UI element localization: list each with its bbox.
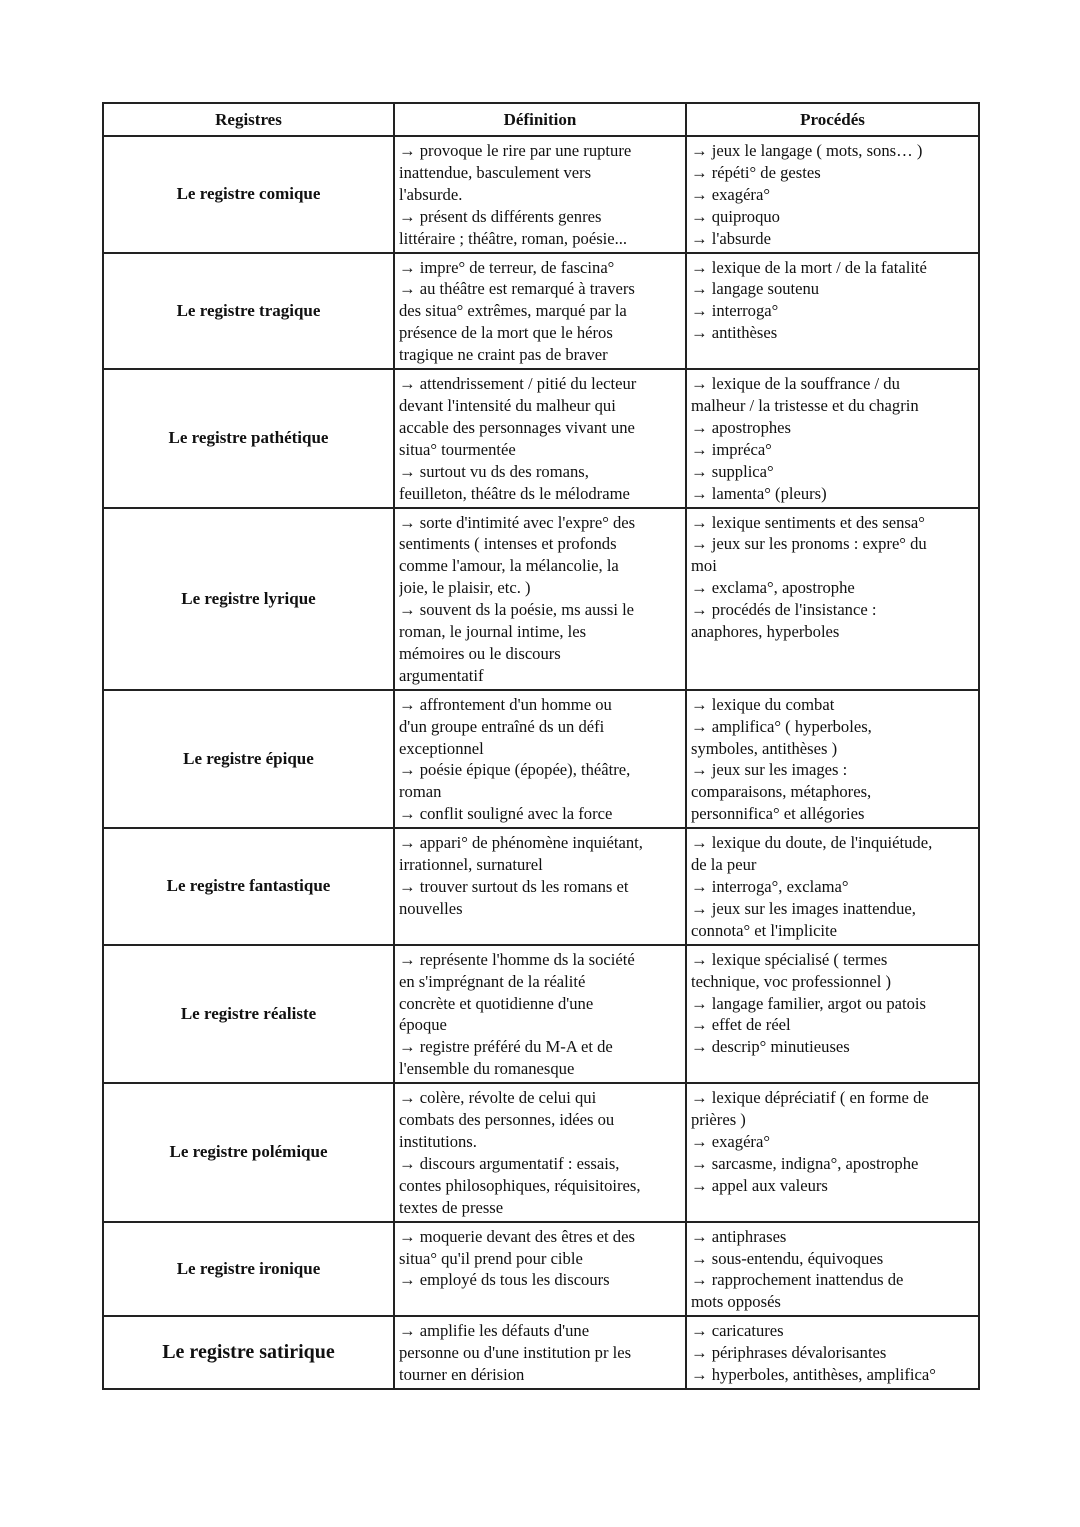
definition-line: argumentatif bbox=[399, 665, 484, 685]
definition-line: joie, le plaisir, etc. ) bbox=[399, 578, 531, 598]
procede-line: → lexique de la mort / de la fatalité bbox=[691, 257, 927, 277]
procede-line: → langage soutenu bbox=[691, 279, 820, 299]
definition-line: → colère, révolte de celui qui bbox=[399, 1088, 597, 1108]
procedes-cell bbox=[686, 1222, 979, 1317]
table-row bbox=[103, 1316, 979, 1389]
table-row bbox=[103, 1083, 979, 1221]
header-row bbox=[103, 103, 979, 136]
registre-name: Le registre tragique bbox=[103, 253, 394, 370]
procede-line: → quiproquo bbox=[691, 206, 780, 226]
procede-line: → lexique spécialisé ( termes bbox=[691, 949, 888, 969]
definition-line: exceptionnel bbox=[399, 738, 484, 758]
procede-line: → lexique de la souffrance / du bbox=[691, 374, 900, 394]
table-row bbox=[103, 945, 979, 1083]
procede-line: prières ) bbox=[691, 1110, 746, 1130]
definition-line: situa° tourmentée bbox=[399, 439, 516, 459]
definition-cell bbox=[394, 253, 686, 370]
definition-line: présence de la mort que le héros bbox=[399, 323, 613, 343]
procedes-cell bbox=[686, 945, 979, 1083]
procede-line: symboles, antithèses ) bbox=[691, 738, 838, 758]
definition-line: l'absurde. bbox=[399, 184, 463, 204]
definition-line: personne ou d'une institution pr les bbox=[399, 1343, 632, 1363]
header-registres: Registres bbox=[103, 103, 394, 136]
definition-line: → présent ds différents genres bbox=[399, 206, 602, 226]
registre-name: Le registre réaliste bbox=[103, 945, 394, 1083]
procede-line: → jeux sur les images : bbox=[691, 760, 848, 780]
definition-line: tourner en dérision bbox=[399, 1365, 525, 1385]
definition-cell bbox=[394, 369, 686, 507]
procede-line: → descrip° minutieuses bbox=[691, 1037, 850, 1057]
procede-line: anaphores, hyperboles bbox=[691, 622, 840, 642]
definition-line: → affrontement d'un homme ou bbox=[399, 694, 612, 714]
definition-line: sentiments ( intenses et profonds bbox=[399, 534, 617, 554]
definition-line: textes de presse bbox=[399, 1197, 504, 1217]
procede-line: → impréca° bbox=[691, 439, 772, 459]
definition-line: inattendue, basculement vers bbox=[399, 162, 592, 182]
procede-line: comparaisons, métaphores, bbox=[691, 782, 872, 802]
registre-name: Le registre ironique bbox=[103, 1222, 394, 1317]
definition-line: irrationnel, surnaturel bbox=[399, 855, 543, 875]
definition-line: combats des personnes, idées ou bbox=[399, 1110, 615, 1130]
definition-line: → impre° de terreur, de fascina° bbox=[399, 257, 615, 277]
definition-line: institutions. bbox=[399, 1131, 477, 1151]
definition-line: concrète et quotidienne d'une bbox=[399, 993, 594, 1013]
definition-cell bbox=[394, 1222, 686, 1317]
definition-line: feuilleton, théâtre ds le mélodrame bbox=[399, 483, 630, 503]
procede-line: → apostrophes bbox=[691, 417, 792, 437]
header-definition: Définition bbox=[394, 103, 686, 136]
definition-line: → représente l'homme ds la société bbox=[399, 949, 635, 969]
header-procedes: Procédés bbox=[686, 103, 979, 136]
procede-line: malheur / la tristesse et du chagrin bbox=[691, 395, 919, 415]
definition-line: d'un groupe entraîné ds un défi bbox=[399, 716, 605, 736]
definition-line: nouvelles bbox=[399, 898, 463, 918]
definition-line: accable des personnages vivant une bbox=[399, 417, 635, 437]
procede-line: → appel aux valeurs bbox=[691, 1175, 828, 1195]
procede-line: moi bbox=[691, 556, 717, 576]
definition-line: → souvent ds la poésie, ms aussi le bbox=[399, 600, 635, 620]
definition-line: → registre préféré du M-A et de bbox=[399, 1037, 613, 1057]
procedes-cell bbox=[686, 508, 979, 690]
procede-line: → hyperboles, antithèses, amplifica° bbox=[691, 1365, 936, 1385]
procede-line: → jeux sur les pronoms : expre° du bbox=[691, 534, 927, 554]
table-row bbox=[103, 1222, 979, 1317]
definition-cell bbox=[394, 1083, 686, 1221]
procede-line: → jeux sur les images inattendue, bbox=[691, 898, 916, 918]
procede-line: de la peur bbox=[691, 855, 757, 875]
definition-cell bbox=[394, 828, 686, 945]
procede-line: personnifica° et allégories bbox=[691, 804, 865, 824]
procede-line: → sous-entendu, équivoques bbox=[691, 1248, 884, 1268]
procedes-cell bbox=[686, 1083, 979, 1221]
registre-name: Le registre lyrique bbox=[103, 508, 394, 690]
procede-line: → exagéra° bbox=[691, 1131, 770, 1151]
registre-name: Le registre fantastique bbox=[103, 828, 394, 945]
definition-line: → appari° de phénomène inquiétant, bbox=[399, 833, 643, 853]
definition-line: → sorte d'intimité avec l'expre° des bbox=[399, 512, 636, 532]
procede-line: → antithèses bbox=[691, 323, 778, 343]
procede-line: → lamenta° (pleurs) bbox=[691, 483, 827, 503]
definition-line: devant l'intensité du malheur qui bbox=[399, 395, 616, 415]
definition-cell bbox=[394, 508, 686, 690]
definition-cell bbox=[394, 690, 686, 828]
procede-line: connota° et l'implicite bbox=[691, 920, 838, 940]
definition-line: situa° qu'il prend pour cible bbox=[399, 1248, 583, 1268]
procede-line: → lexique du doute, de l'inquiétude, bbox=[691, 833, 933, 853]
procede-line: → jeux le langage ( mots, sons… ) bbox=[691, 141, 923, 160]
procede-line: → exagéra° bbox=[691, 184, 770, 204]
definition-line: époque bbox=[399, 1015, 447, 1035]
procede-line: → interroga° bbox=[691, 301, 779, 321]
definition-cell bbox=[394, 136, 686, 253]
definition-line: roman, le journal intime, les bbox=[399, 622, 587, 642]
procede-line: → lexique du combat bbox=[691, 694, 835, 714]
procede-line: mots opposés bbox=[691, 1292, 781, 1312]
table-row bbox=[103, 253, 979, 370]
definition-cell bbox=[394, 945, 686, 1083]
definition-line: → discours argumentatif : essais, bbox=[399, 1153, 620, 1173]
table-row bbox=[103, 508, 979, 690]
definition-line: mémoires ou le discours bbox=[399, 643, 561, 663]
procede-line: → caricatures bbox=[691, 1321, 784, 1341]
registre-name: Le registre comique bbox=[103, 136, 394, 253]
definition-line: des situa° extrêmes, marqué par la bbox=[399, 301, 627, 321]
procede-line: → procédés de l'insistance : bbox=[691, 600, 877, 620]
definition-line: → amplifie les défauts d'une bbox=[399, 1321, 590, 1341]
table-row bbox=[103, 369, 979, 507]
definition-line: tragique ne craint pas de braver bbox=[399, 345, 608, 365]
procede-line: → répéti° de gestes bbox=[691, 162, 821, 182]
definition-line: → poésie épique (épopée), théâtre, bbox=[399, 760, 631, 780]
registre-name: Le registre épique bbox=[103, 690, 394, 828]
definition-line: → trouver surtout ds les romans et bbox=[399, 877, 629, 896]
procede-line: → rapprochement inattendus de bbox=[691, 1270, 904, 1290]
procedes-cell bbox=[686, 1316, 979, 1389]
procede-line: → périphrases dévalorisantes bbox=[691, 1343, 887, 1363]
table-row bbox=[103, 136, 979, 253]
definition-line: → provoque le rire par une rupture bbox=[399, 141, 632, 160]
definition-line: l'ensemble du romanesque bbox=[399, 1059, 575, 1079]
definition-line: → attendrissement / pitié du lecteur bbox=[399, 374, 637, 394]
definition-line: comme l'amour, la mélancolie, la bbox=[399, 556, 619, 576]
procedes-cell bbox=[686, 136, 979, 253]
procede-line: → exclama°, apostrophe bbox=[691, 578, 855, 598]
definition-line: contes philosophiques, réquisitoires, bbox=[399, 1175, 641, 1195]
procedes-cell bbox=[686, 253, 979, 370]
procede-line: → lexique sentiments et des sensa° bbox=[691, 512, 925, 532]
definition-line: → employé ds tous les discours bbox=[399, 1270, 610, 1290]
definition-line: littéraire ; théâtre, roman, poésie... bbox=[399, 228, 628, 248]
procede-line: → antiphrases bbox=[691, 1226, 787, 1246]
table-row bbox=[103, 828, 979, 945]
procede-line: technique, voc professionnel ) bbox=[691, 971, 891, 991]
definition-line: → au théâtre est remarqué à travers bbox=[399, 279, 635, 299]
definition-line: → conflit souligné avec la force bbox=[399, 804, 613, 824]
procede-line: → interroga°, exclama° bbox=[691, 877, 849, 896]
definition-line: roman bbox=[399, 782, 442, 802]
definition-line: → moquerie devant des êtres et des bbox=[399, 1226, 635, 1246]
registres-table bbox=[102, 102, 980, 1390]
registre-name: Le registre polémique bbox=[103, 1083, 394, 1221]
procede-line: → sarcasme, indigna°, apostrophe bbox=[691, 1153, 919, 1173]
definition-line: → surtout vu ds des romans, bbox=[399, 461, 589, 481]
procede-line: → langage familier, argot ou patois bbox=[691, 993, 926, 1013]
registre-name: Le registre satirique bbox=[103, 1316, 394, 1389]
definition-line: en s'imprégnant de la réalité bbox=[399, 971, 586, 991]
procede-line: → lexique dépréciatif ( en forme de bbox=[691, 1088, 929, 1108]
procede-line: → effet de réel bbox=[691, 1015, 791, 1035]
table-row bbox=[103, 690, 979, 828]
procede-line: → amplifica° ( hyperboles, bbox=[691, 716, 872, 736]
procedes-cell bbox=[686, 690, 979, 828]
procede-line: → supplica° bbox=[691, 461, 774, 481]
procede-line: → l'absurde bbox=[691, 228, 771, 248]
procedes-cell bbox=[686, 369, 979, 507]
registre-name: Le registre pathétique bbox=[103, 369, 394, 507]
procedes-cell bbox=[686, 828, 979, 945]
definition-cell bbox=[394, 1316, 686, 1389]
